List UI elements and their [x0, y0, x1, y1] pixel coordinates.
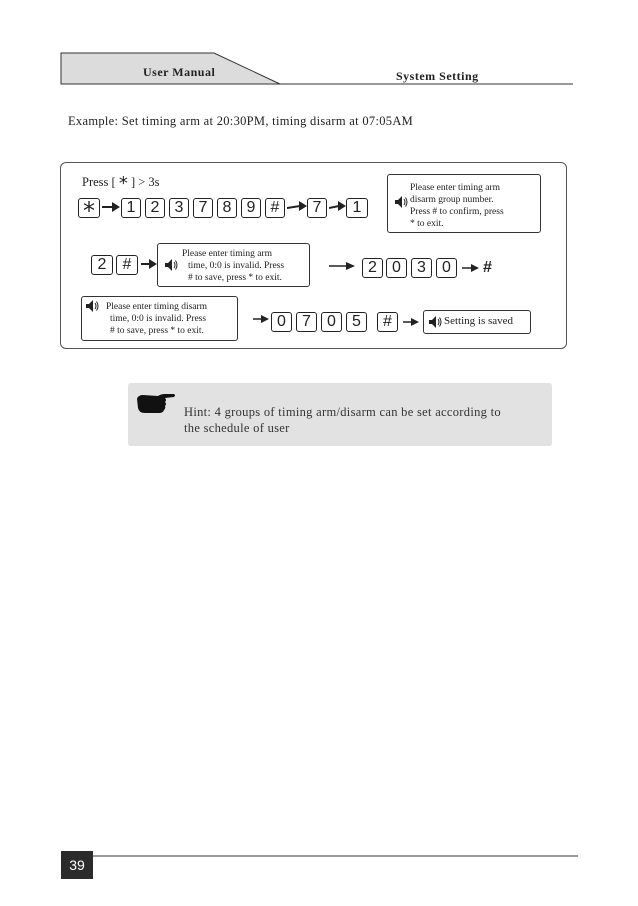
key-time-0: 0 [436, 258, 457, 278]
header-left-title: User Manual [143, 65, 216, 79]
hash-symbol: # [483, 259, 492, 276]
key-time-7: 7 [296, 312, 317, 332]
saved-text: Setting is saved [444, 315, 514, 327]
key-group-1: 1 [346, 198, 368, 218]
hint-line-2: the schedule of user [184, 421, 290, 435]
key-3: 3 [169, 198, 189, 218]
key-2: 2 [91, 255, 113, 275]
key-hash: # [377, 312, 398, 332]
key-hash: # [116, 255, 138, 275]
key-9: 9 [241, 198, 261, 218]
msg-line: time, 0:0 is invalid. Press [110, 314, 207, 324]
page-number: 39 [61, 851, 93, 879]
key-hash: # [265, 198, 285, 218]
hint-line-1: Hint: 4 groups of timing arm/disarm can be set according to [184, 405, 501, 419]
key-2: 2 [145, 198, 165, 218]
key-time-5: 5 [346, 312, 367, 332]
msg-line: * to exit. [410, 219, 444, 229]
key-8: 8 [217, 198, 237, 218]
msg-line: Please enter timing arm [410, 183, 500, 193]
key-1: 1 [121, 198, 141, 218]
press-star: * [118, 173, 128, 194]
press-suffix: ] > 3s [130, 175, 160, 189]
key-time-3: 3 [411, 258, 432, 278]
msg-line: Press # to confirm, press [410, 207, 504, 217]
press-prefix: Press [ [82, 175, 116, 189]
msg-line: Please enter timing disarm [106, 302, 208, 312]
key-time-0: 0 [321, 312, 342, 332]
msg-line: # to save, press * to exit. [110, 326, 204, 336]
msg-line: disarm group number. [410, 195, 494, 205]
key-time-0: 0 [271, 312, 292, 332]
key-time-0: 0 [386, 258, 407, 278]
key-time-2: 2 [362, 258, 383, 278]
example-text: Example: Set timing arm at 20:30PM, timing disarm at 07:05AM [68, 114, 414, 128]
header-right-title: System Setting [396, 69, 479, 83]
msg-line: time, 0:0 is invalid. Press [188, 261, 285, 271]
msg-line: Please enter timing arm [182, 249, 272, 259]
key-7: 7 [193, 198, 213, 218]
msg-line: # to save, press * to exit. [188, 273, 282, 283]
key-star: * [78, 198, 100, 218]
key-group-7: 7 [307, 198, 327, 218]
